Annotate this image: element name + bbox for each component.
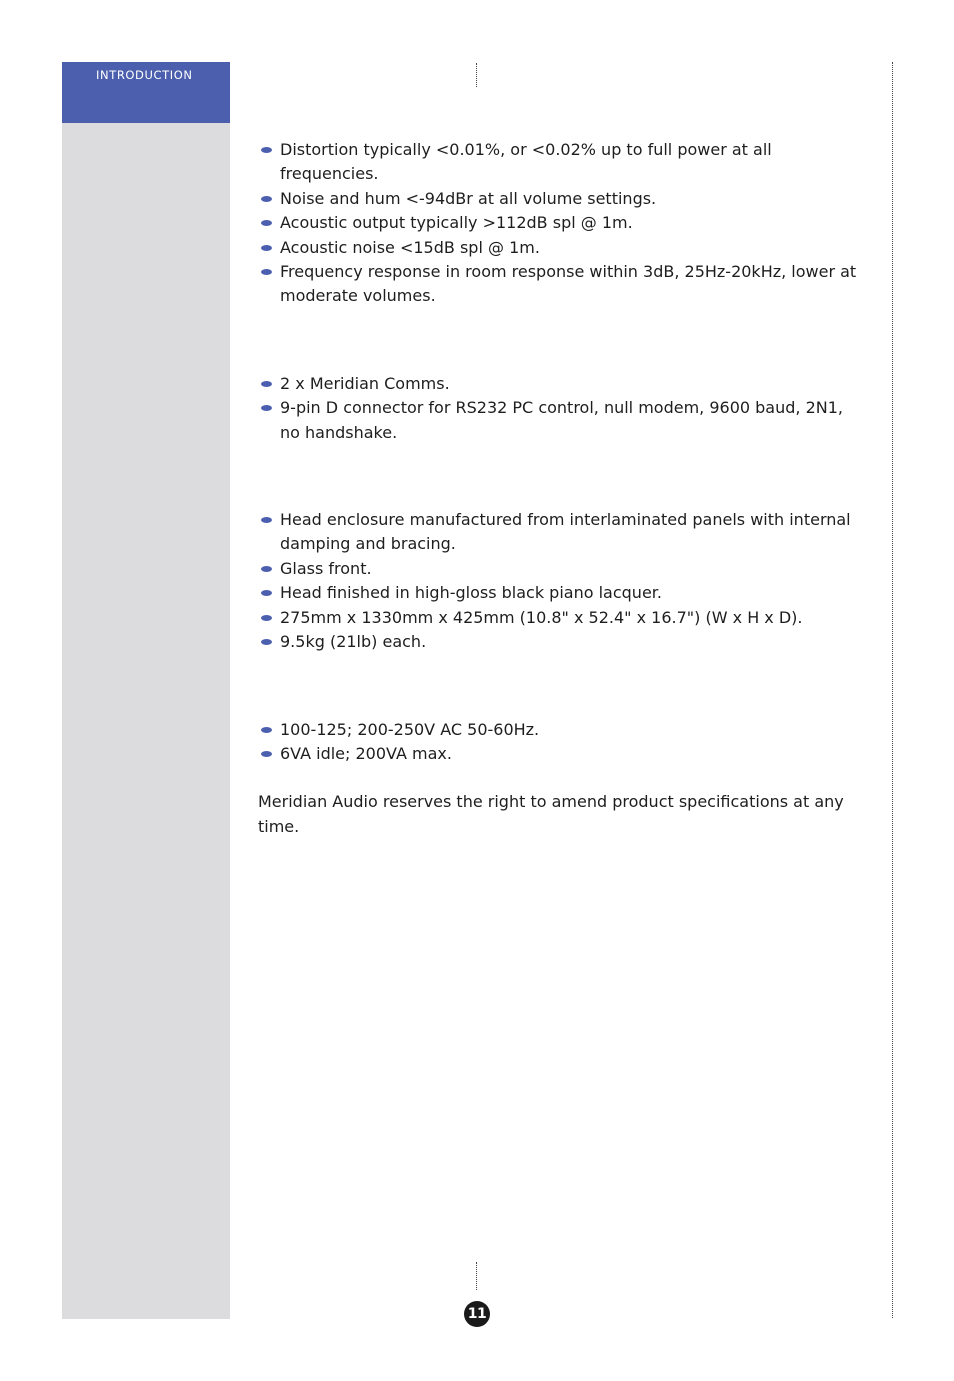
construction-list <box>258 508 858 654</box>
bullet-icon <box>261 615 272 621</box>
list-item: Glass front. <box>258 557 858 581</box>
section-gap <box>258 655 858 718</box>
list-item: 9.5kg (21lb) each. <box>258 630 858 654</box>
right-margin-rule <box>892 62 893 1318</box>
bullet-icon <box>261 405 272 411</box>
specifications-content <box>258 138 858 839</box>
bullet-icon <box>261 245 272 251</box>
top-divider <box>476 63 477 87</box>
power-list <box>258 718 858 767</box>
performance-list <box>258 138 858 309</box>
list-item: Frequency response in room response within 3dB, 25Hz-20kHz, lower at moderate volumes. <box>258 260 858 309</box>
list-item: 9-pin D connector for RS232 PC control, null modem, 9600 baud, 2N1, no handshake. <box>258 396 858 445</box>
bottom-divider <box>476 1262 477 1290</box>
list-item: Head enclosure manufactured from interlaminated panels with internal damping and bracing. <box>258 508 858 557</box>
list-item: Head finished in high-gloss black piano lacquer. <box>258 581 858 605</box>
list-item: Acoustic output typically >112dB spl @ 1m. <box>258 211 858 235</box>
bullet-icon <box>261 196 272 202</box>
list-item: 6VA idle; 200VA max. <box>258 742 858 766</box>
bullet-icon <box>261 639 272 645</box>
section-tab <box>62 62 230 123</box>
bullet-icon <box>261 517 272 523</box>
bullet-icon <box>261 566 272 572</box>
bullet-icon <box>261 381 272 387</box>
list-item: 100-125; 200-250V AC 50-60Hz. <box>258 718 858 742</box>
list-item: 2 x Meridian Comms. <box>258 372 858 396</box>
list-item: Distortion typically <0.01%, or <0.02% up to full power at all frequencies. <box>258 138 858 187</box>
bullet-icon <box>261 751 272 757</box>
section-label: INTRODUCTION <box>96 68 193 82</box>
bullet-icon <box>261 269 272 275</box>
bullet-icon <box>261 220 272 226</box>
section-gap <box>258 445 858 508</box>
section-gap <box>258 766 858 790</box>
specification-note: Meridian Audio reserves the right to amend product specifications at any time. <box>258 792 844 836</box>
bullet-icon <box>261 590 272 596</box>
bullet-icon <box>261 727 272 733</box>
sidebar <box>62 62 230 1319</box>
bullet-icon <box>261 147 272 153</box>
control-list <box>258 372 858 445</box>
list-item: 275mm x 1330mm x 425mm (10.8" x 52.4" x 16.7") (W x H x D). <box>258 606 858 630</box>
page-number: 11 <box>464 1301 490 1327</box>
list-item: Noise and hum <-94dBr at all volume settings. <box>258 187 858 211</box>
list-item: Acoustic noise <15dB spl @ 1m. <box>258 236 858 260</box>
section-gap <box>258 309 858 372</box>
